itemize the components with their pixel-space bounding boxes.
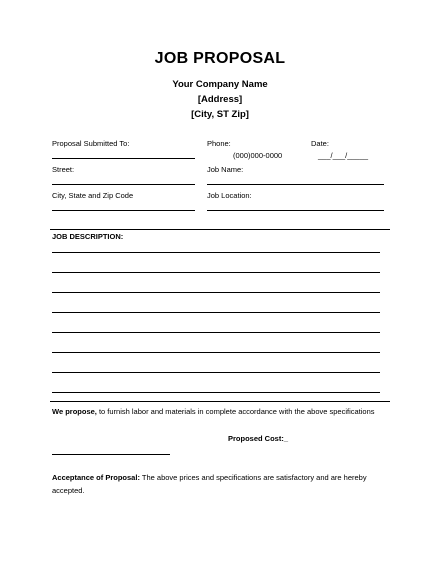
job-location-label: Job Location: (207, 191, 252, 200)
company-name: Your Company Name (172, 79, 268, 90)
job-location-field[interactable] (207, 210, 384, 211)
acceptance-text: The above prices and specifications are satisfactory and are hereby (139, 473, 367, 482)
document-title: JOB PROPOSAL (154, 50, 286, 67)
description-line[interactable] (52, 292, 380, 293)
street-field[interactable] (52, 184, 195, 185)
description-line[interactable] (52, 332, 380, 333)
phone-label: Phone: (207, 139, 231, 148)
acceptance-lead: Acceptance of Proposal: (52, 473, 140, 482)
description-line[interactable] (52, 252, 380, 253)
submitted-to-label: Proposal Submitted To: (52, 139, 130, 148)
date-value[interactable]: ___/___/_____ (318, 151, 369, 160)
company-city: [City, ST Zip] (191, 109, 249, 120)
submitted-to-field[interactable] (52, 158, 195, 159)
description-line[interactable] (52, 392, 380, 393)
job-name-label: Job Name: (207, 165, 244, 174)
description-line[interactable] (52, 372, 380, 373)
proposed-cost-label: Proposed Cost:_ (228, 434, 289, 443)
proposal-statement (52, 407, 375, 416)
acceptance-continued: accepted. (52, 486, 85, 495)
description-line[interactable] (52, 352, 380, 353)
proposal-lead: We propose, (52, 407, 97, 416)
section-divider (50, 401, 390, 402)
proposal-text: to furnish labor and materials in complete accordance with the above specifications (96, 407, 375, 416)
signature-line[interactable] (52, 454, 170, 455)
phone-value[interactable]: (000)000-0000 (233, 151, 283, 160)
description-line[interactable] (52, 272, 380, 273)
city-state-zip-label: City, State and Zip Code (52, 191, 134, 200)
acceptance-statement (52, 473, 367, 482)
description-line[interactable] (52, 312, 380, 313)
street-label: Street: (52, 165, 75, 174)
company-address: [Address] (197, 94, 243, 105)
job-name-field[interactable] (207, 184, 384, 185)
date-label: Date: (311, 139, 329, 148)
section-divider (50, 229, 390, 230)
job-description-label: JOB DESCRIPTION: (52, 232, 124, 241)
city-state-zip-field[interactable] (52, 210, 195, 211)
